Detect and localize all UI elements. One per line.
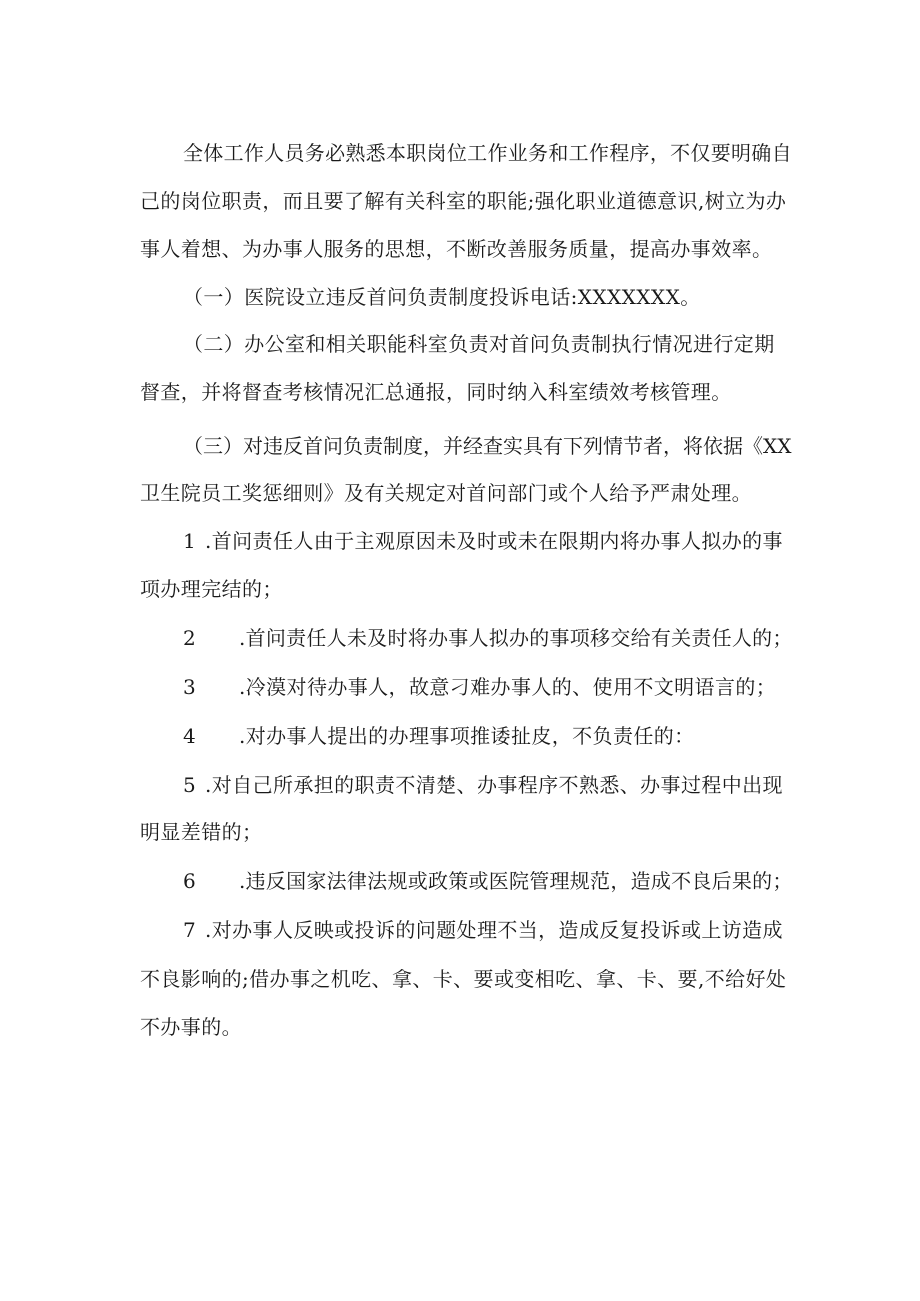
paragraph-line: （三）对违反首问负责制度，并经查实具有下列情节者，将依据《XX: [183, 434, 792, 458]
item-text: .对办事人提出的办理事项推诿扯皮，不负责任的：: [239, 724, 695, 748]
list-item: [183, 867, 793, 895]
list-item: [183, 527, 783, 555]
item-continuation: 不良影响的;借办事之机吃、拿、卡、要或变相吃、拿、卡、要,不给好处: [140, 967, 787, 991]
item-continuation: 项办理完结的；: [140, 577, 283, 601]
paragraph-line: 全体工作人员务必熟悉本职岗位工作业务和工作程序，不仅要明确自: [183, 141, 792, 165]
item-number: 2: [183, 626, 196, 650]
list-item: [183, 771, 783, 799]
list-item: [183, 916, 783, 944]
item-text: .违反国家法律法规或政策或医院管理规范，造成不良后果的；: [239, 869, 793, 893]
item-text: .对自己所承担的职责不清楚、办事程序不熟悉、办事过程中出现: [205, 773, 783, 797]
list-item: [183, 624, 793, 652]
item-continuation: 不办事的。: [140, 1015, 242, 1039]
paragraph-line: 卫生院员工奖惩细则》及有关规定对首问部门或个人给予严肃处理。: [140, 481, 752, 505]
item-number: 5: [183, 773, 197, 797]
item-continuation: 明显差错的；: [140, 820, 263, 844]
item-number: 1: [183, 529, 197, 553]
paragraph-line: （二）办公室和相关职能科室负责对首问负责制执行情况进行定期: [183, 332, 775, 356]
paragraph-line: （一）医院设立违反首问负责制度投诉电话:XXXXXXX。: [183, 285, 701, 309]
item-text: .首问责任人未及时将办事人拟办的事项移交给有关责任人的；: [239, 626, 793, 650]
item-text: .对办事人反映或投诉的问题处理不当，造成反复投诉或上访造成: [205, 918, 783, 942]
item-text: .冷漠对待办事人，故意刁难办事人的、使用不文明语言的；: [239, 675, 777, 699]
item-number: 6: [183, 869, 196, 893]
item-number: 7: [183, 918, 197, 942]
paragraph-line: 督查，并将督查考核情况汇总通报，同时纳入科室绩效考核管理。: [140, 380, 732, 404]
item-text: .首问责任人由于主观原因未及时或未在限期内将办事人拟办的事: [205, 529, 783, 553]
list-item: [183, 722, 695, 750]
paragraph-line: 事人着想、为办事人服务的思想，不断改善服务质量，提高办事效率。: [140, 237, 773, 261]
item-number: 4: [183, 724, 197, 748]
list-item: [183, 673, 776, 701]
item-number: 3: [183, 675, 197, 699]
paragraph-line: 己的岗位职责，而且要了解有关科室的职能;强化职业道德意识,树立为办: [140, 189, 787, 213]
